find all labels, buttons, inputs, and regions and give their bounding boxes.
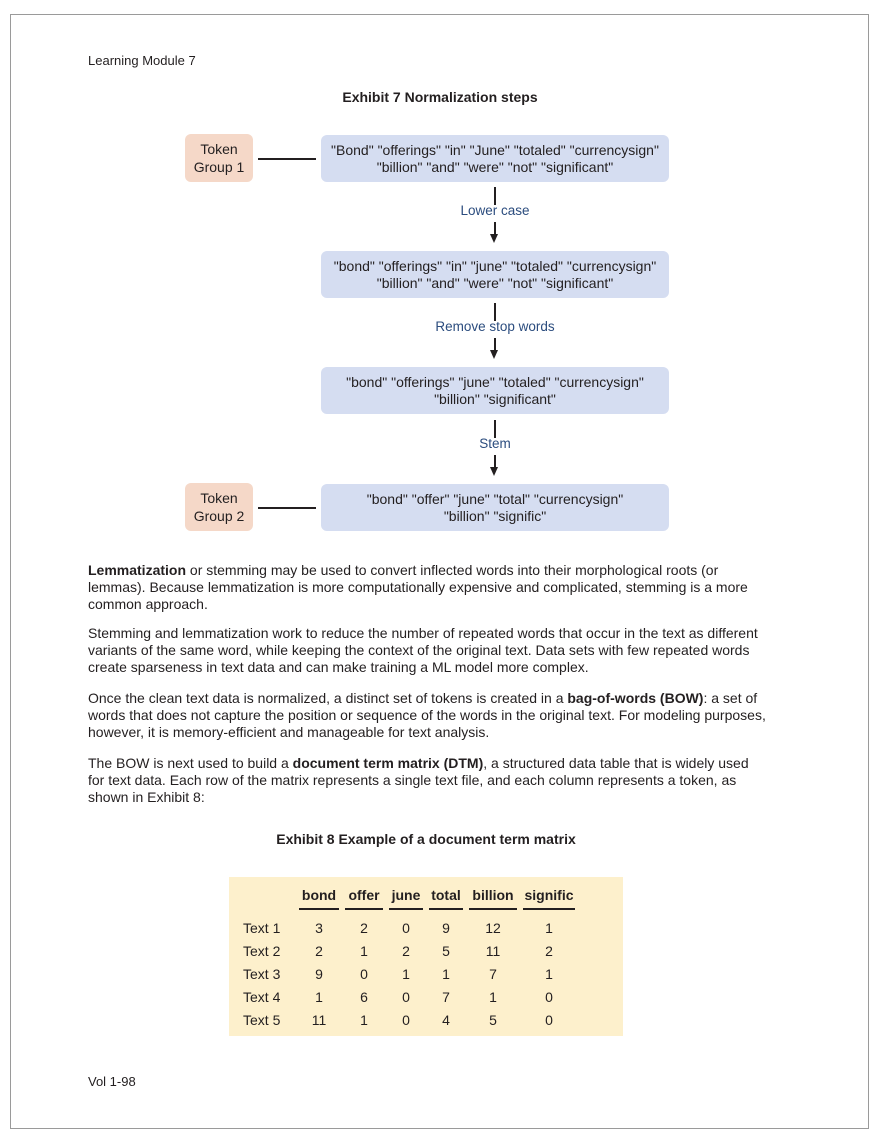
- table-cell: 5: [442, 942, 450, 959]
- row-label: Text 1: [243, 919, 281, 936]
- exhibit-8-title: Exhibit 8 Example of a document term matrix: [276, 831, 576, 847]
- table-cell: 1: [545, 919, 553, 936]
- row-label: Text 5: [243, 1011, 281, 1028]
- table-cell: 11: [311, 1011, 327, 1028]
- table-cell: 1: [360, 1011, 368, 1028]
- paragraph-dtm: The BOW is next used to build a document term matrix (DTM), a structured data table that is widely used for text data. Each row of the matrix represents a single text file, and each column represents a token, as shown in Exhibit 8:: [88, 755, 749, 805]
- token-line: "billion" "and" "were" "not" "significant": [376, 274, 614, 291]
- table-row: [243, 985, 575, 1008]
- table-row: [243, 1008, 575, 1031]
- table-cell: 1: [442, 965, 450, 982]
- table-cell: 2: [315, 942, 323, 959]
- column-header: june: [389, 885, 423, 910]
- bold-term: Lemmatization: [88, 562, 187, 578]
- row-label: Text 2: [243, 942, 281, 959]
- table-row: [243, 916, 575, 939]
- table-cell: 2: [402, 942, 410, 959]
- table-cell: 9: [442, 919, 450, 936]
- token-box-no-stopwords: [321, 367, 669, 414]
- token-line: "billion" "significant": [434, 390, 556, 407]
- table-cell: 1: [315, 988, 323, 1005]
- table-cell: 0: [402, 1011, 410, 1028]
- paragraph-lemmatization: Lemmatization or stemming may be used to convert inflected words into their morphological roots (or lemmas). Because lemmatization is more computationally expensive and complicated, stemming is a more common approach.: [88, 562, 748, 612]
- table-cell: 1: [402, 965, 410, 982]
- connector-line: [258, 158, 316, 160]
- column-header: bond: [299, 885, 339, 910]
- step-label-stem: Stem: [479, 436, 511, 451]
- document-term-matrix: [229, 877, 623, 1036]
- token-line: "bond" "offerings" "in" "june" "totaled" "currencysign": [333, 257, 657, 274]
- table-row: [243, 939, 575, 962]
- table-cell: 9: [315, 965, 323, 982]
- table-cell: 7: [489, 965, 497, 982]
- table-row: [243, 962, 575, 985]
- table-cell: 4: [442, 1011, 450, 1028]
- token-group-1: [185, 134, 253, 182]
- table-cell: 12: [485, 919, 501, 936]
- paragraph-bow: Once the clean text data is normalized, a distinct set of tokens is created in a bag-of-words (BOW): a set of words that does not capture the position or sequence of the words in the original text. For modeling purposes, however, it is memory-efficient and manageable for text analysis.: [88, 690, 766, 740]
- token-group-2: [185, 483, 253, 531]
- arrow-down-icon: [490, 350, 498, 359]
- token-box-stemmed: [321, 484, 669, 531]
- table-cell: 0: [545, 1011, 553, 1028]
- column-header: total: [429, 885, 463, 910]
- token-line: "Bond" "offerings" "in" "June" "totaled" "currencysign": [331, 141, 659, 158]
- token-line: "billion" "signific": [443, 507, 547, 524]
- running-header: Learning Module 7: [88, 53, 196, 68]
- table-cell: 0: [402, 988, 410, 1005]
- row-label: Text 4: [243, 988, 281, 1005]
- bold-term: bag-of-words (BOW): [567, 690, 704, 706]
- token-line: "bond" "offer" "june" "total" "currencysign": [366, 490, 624, 507]
- token-group-label: Group 1: [193, 159, 245, 175]
- token-box-lowercase: [321, 251, 669, 298]
- table-cell: 1: [489, 988, 497, 1005]
- table-cell: 1: [545, 965, 553, 982]
- arrow-down-icon: [490, 234, 498, 243]
- table-cell: 5: [489, 1011, 497, 1028]
- table-cell: 2: [360, 919, 368, 936]
- step-label-lowercase: Lower case: [460, 203, 530, 218]
- connector-line: [258, 507, 316, 509]
- table-cell: 3: [315, 919, 323, 936]
- table-cell: 0: [360, 965, 368, 982]
- bold-term: document term matrix (DTM): [292, 755, 484, 771]
- token-box-original: [321, 135, 669, 182]
- token-group-label: Token: [200, 490, 238, 506]
- table-cell: 0: [545, 988, 553, 1005]
- token-group-label: Token: [200, 141, 238, 157]
- token-line: "billion" "and" "were" "not" "significant": [376, 158, 614, 175]
- token-group-label: Group 2: [193, 508, 245, 524]
- table-cell: 0: [402, 919, 410, 936]
- table-cell: 7: [442, 988, 450, 1005]
- token-line: "bond" "offerings" "june" "totaled" "currencysign": [346, 373, 644, 390]
- step-label-remove-stop-words: Remove stop words: [435, 319, 555, 334]
- column-header: billion: [469, 885, 517, 910]
- table-cell: 2: [545, 942, 553, 959]
- table-cell: 11: [485, 942, 501, 959]
- column-header: offer: [345, 885, 383, 910]
- row-label: Text 3: [243, 965, 281, 982]
- table-cell: 1: [360, 942, 368, 959]
- exhibit-7-title: Exhibit 7 Normalization steps: [342, 89, 538, 105]
- paragraph-stemming: Stemming and lemmatization work to reduce the number of repeated words that occur in the text as different variants of the same word, while keeping the context of the original text. Data sets with few repeated words create sparseness in text data and can make training a ML model more complex.: [88, 625, 758, 675]
- arrow-down-icon: [490, 467, 498, 476]
- column-header: signific: [523, 885, 575, 910]
- page-footer: Vol 1-98: [88, 1074, 136, 1089]
- table-cell: 6: [360, 988, 368, 1005]
